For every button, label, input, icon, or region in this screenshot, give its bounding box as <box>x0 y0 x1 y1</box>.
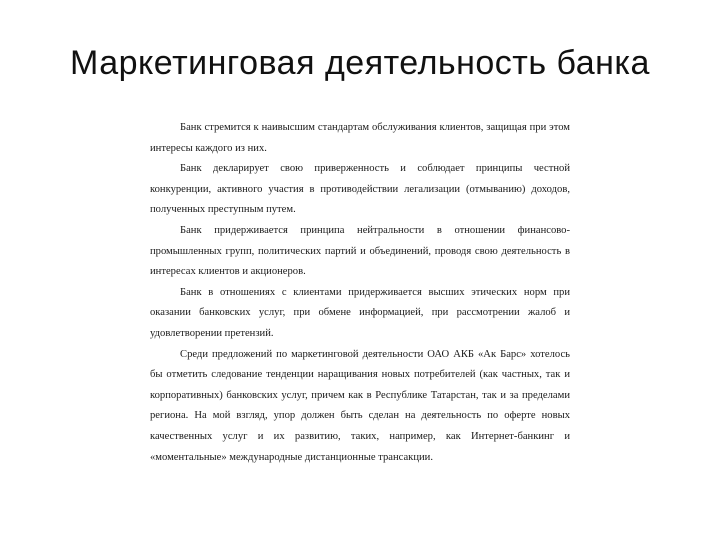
document-paragraph: Банк придерживается принципа нейтральности в отношении финансово-промышленных групп, политических партий и объединений, проводя свою деятельность в интересах клиентов и акционеров. <box>150 224 570 278</box>
document-paragraph: Банк стремится к наивысшим стандартам обслуживания клиентов, защищая при этом интересы каждого из них. <box>150 122 570 154</box>
slide-title: Маркетинговая деятельность банка <box>70 44 650 82</box>
document-scan <box>150 118 570 490</box>
document-paragraph: Банк в отношениях с клиентами придерживается высших этических норм при оказании банковских услуг, при обмене информацией, при рассмотрении жалоб и удовлетворении претензий. <box>150 286 570 339</box>
document-paragraph: Среди предложений по маркетинговой деятельности ОАО АКБ «Ак Барс» хотелось бы отметить следование тенденции наращивания новых потребителей (как частных, так и корпоративных) банковских услуг, причем как в Республике Татарстан, так и за пределами региона. На мой взгляд, упор должен быть сделан на деятельность по оферте новых качественных услуг и их развитию, таких, например, как Интернет-банкинг и «моментальные» международные дистанционные трансакции. <box>150 348 570 463</box>
document-paragraph: Банк декларирует свою приверженность и соблюдает принципы честной конкуренции, активного участия в противодействии легализации (отмыванию) доходов, полученных преступным путем. <box>150 163 570 216</box>
document-text <box>150 118 570 468</box>
